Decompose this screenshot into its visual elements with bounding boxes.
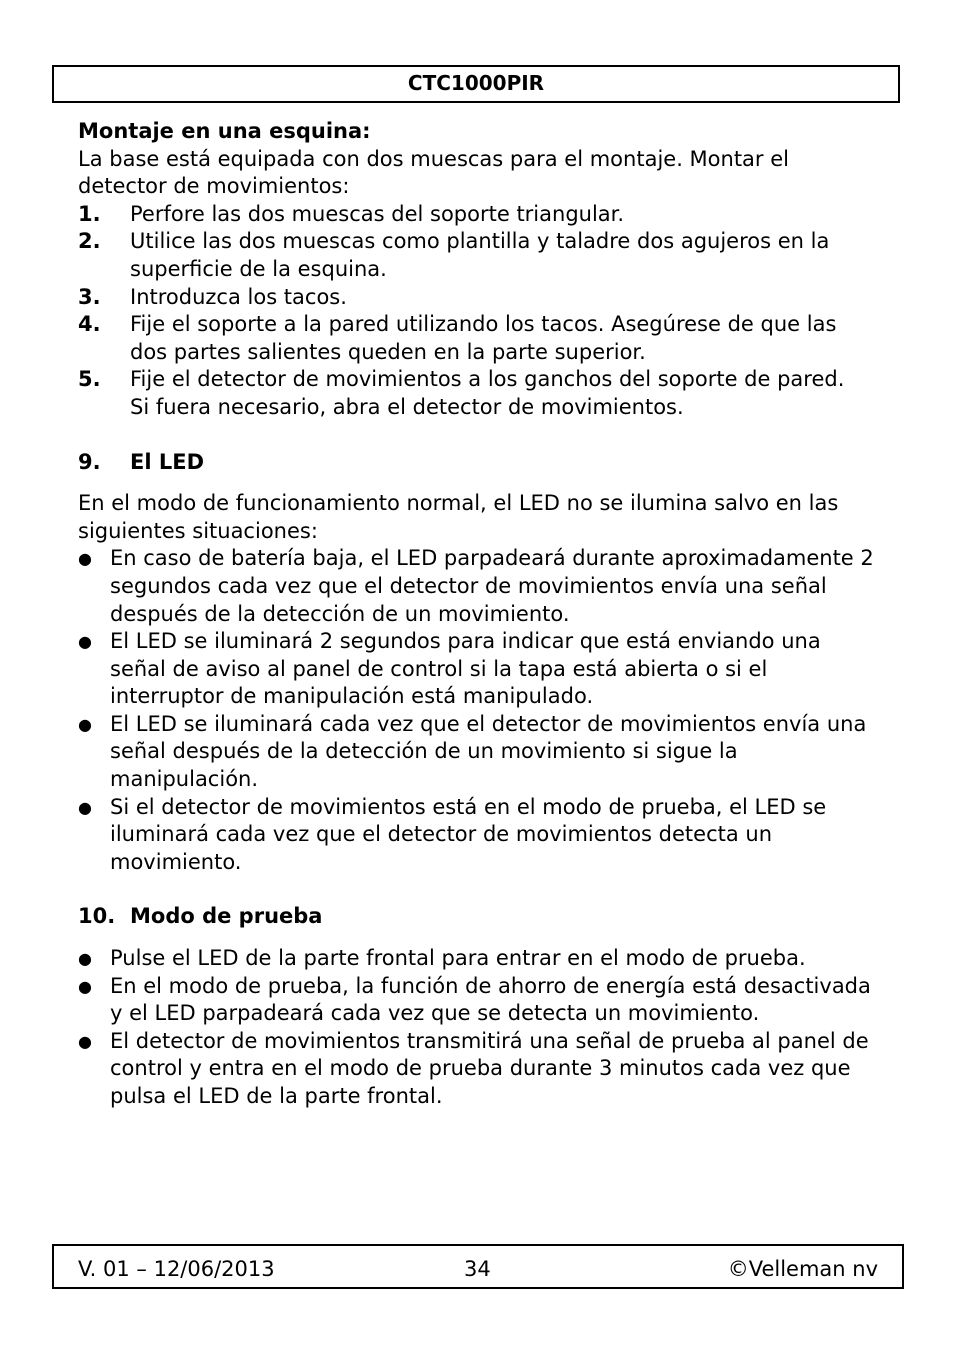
section-heading-led — [78, 449, 878, 477]
step-text: Fije el soporte a la pared utilizando los tacos. Asegúrese de que las dos partes salientes queden en la parte superior. — [130, 312, 837, 364]
step-number: 4. — [78, 312, 101, 337]
header-title: CTC1000PIR — [407, 71, 545, 96]
bullet-text: El detector de movimientos transmitirá una señal de prueba al panel de control y entra en el modo de prueba durante 3 minutos cada vez que pulsa el LED de la parte frontal. — [110, 1028, 869, 1108]
page-number: 34 — [464, 1257, 491, 1281]
bullet-text: El LED se iluminará 2 segundos para indicar que está enviando una señal de aviso al panel de control si la tapa está abierta o si el interruptor de manipulación está manipulado. — [110, 629, 821, 709]
step-item — [78, 228, 878, 283]
footer-copyright: ©Velleman nv — [727, 1257, 878, 1281]
section-heading-test-mode — [78, 903, 878, 931]
section-number: 9. — [78, 449, 101, 474]
list-item — [78, 711, 878, 794]
footer-version: V. 01 – 12/06/2013 — [78, 1257, 275, 1281]
step-item — [78, 201, 878, 229]
bullet-icon: ● — [78, 714, 92, 734]
bullet-text: El LED se iluminará cada vez que el detector de movimientos envía una señal después de la detección de un movimiento si sigue la manipulación. — [110, 711, 867, 792]
step-item — [78, 311, 878, 366]
step-text: Utilice las dos muescas como plantilla y taladre dos agujeros en la superficie de la esquina. — [130, 229, 830, 281]
corner-mount-heading: Montaje en una esquina: — [78, 119, 371, 143]
section-title: Modo de prueba — [130, 904, 323, 929]
section-title: El LED — [130, 449, 205, 474]
step-text: Fije el detector de movimientos a los ganchos del soporte de pared. — [130, 367, 845, 392]
bullet-text: Si el detector de movimientos está en el modo de prueba, el LED se iluminará cada vez que el detector de movimientos detecta un movimiento. — [110, 794, 827, 874]
bullet-icon: ● — [78, 949, 92, 969]
page-content — [78, 118, 878, 1111]
step-number: 2. — [78, 229, 101, 254]
section-number: 10. — [78, 904, 116, 929]
step-item — [78, 366, 878, 421]
led-intro: En el modo de funcionamiento normal, el LED no se ilumina salvo en las siguientes situaciones: — [78, 491, 839, 543]
list-item — [78, 1028, 878, 1111]
step-text-group — [130, 366, 878, 421]
list-item — [78, 545, 878, 628]
step-text: Introduzca los tacos. — [130, 284, 347, 309]
corner-mount-steps — [78, 201, 878, 422]
bullet-text: Pulse el LED de la parte frontal para entrar en el modo de prueba. — [110, 946, 806, 971]
document-footer — [52, 1244, 904, 1289]
bullet-icon: ● — [78, 549, 92, 569]
step-item — [78, 284, 878, 312]
corner-mount-intro: La base está equipada con dos muescas para el montaje. Montar el detector de movimientos: — [78, 146, 789, 199]
bullet-icon: ● — [78, 632, 92, 652]
bullet-icon: ● — [78, 976, 92, 996]
step-number: 3. — [78, 284, 101, 309]
step-number: 5. — [78, 367, 101, 392]
bullet-icon: ● — [78, 797, 92, 817]
bullet-text: En el modo de prueba, la función de ahorro de energía está desactivada y el LED parpadeará cada vez que se detecta un movimiento. — [110, 973, 871, 1026]
step-number: 1. — [78, 201, 101, 226]
list-item — [78, 973, 878, 1028]
step-note: Si fuera necesario, abra el detector de movimientos. — [130, 394, 684, 419]
list-item — [78, 945, 878, 973]
document-header — [52, 65, 900, 103]
test-mode-bullets — [78, 945, 878, 1111]
list-item — [78, 628, 878, 711]
list-item — [78, 794, 878, 877]
bullet-text: En caso de batería baja, el LED parpadeará durante aproximadamente 2 segundos cada vez que el detector de movimientos envía una señal después de la detección de un movimiento. — [110, 546, 874, 626]
step-text: Perfore las dos muescas del soporte triangular. — [130, 201, 625, 226]
led-bullets — [78, 545, 878, 876]
bullet-icon: ● — [78, 1031, 92, 1051]
